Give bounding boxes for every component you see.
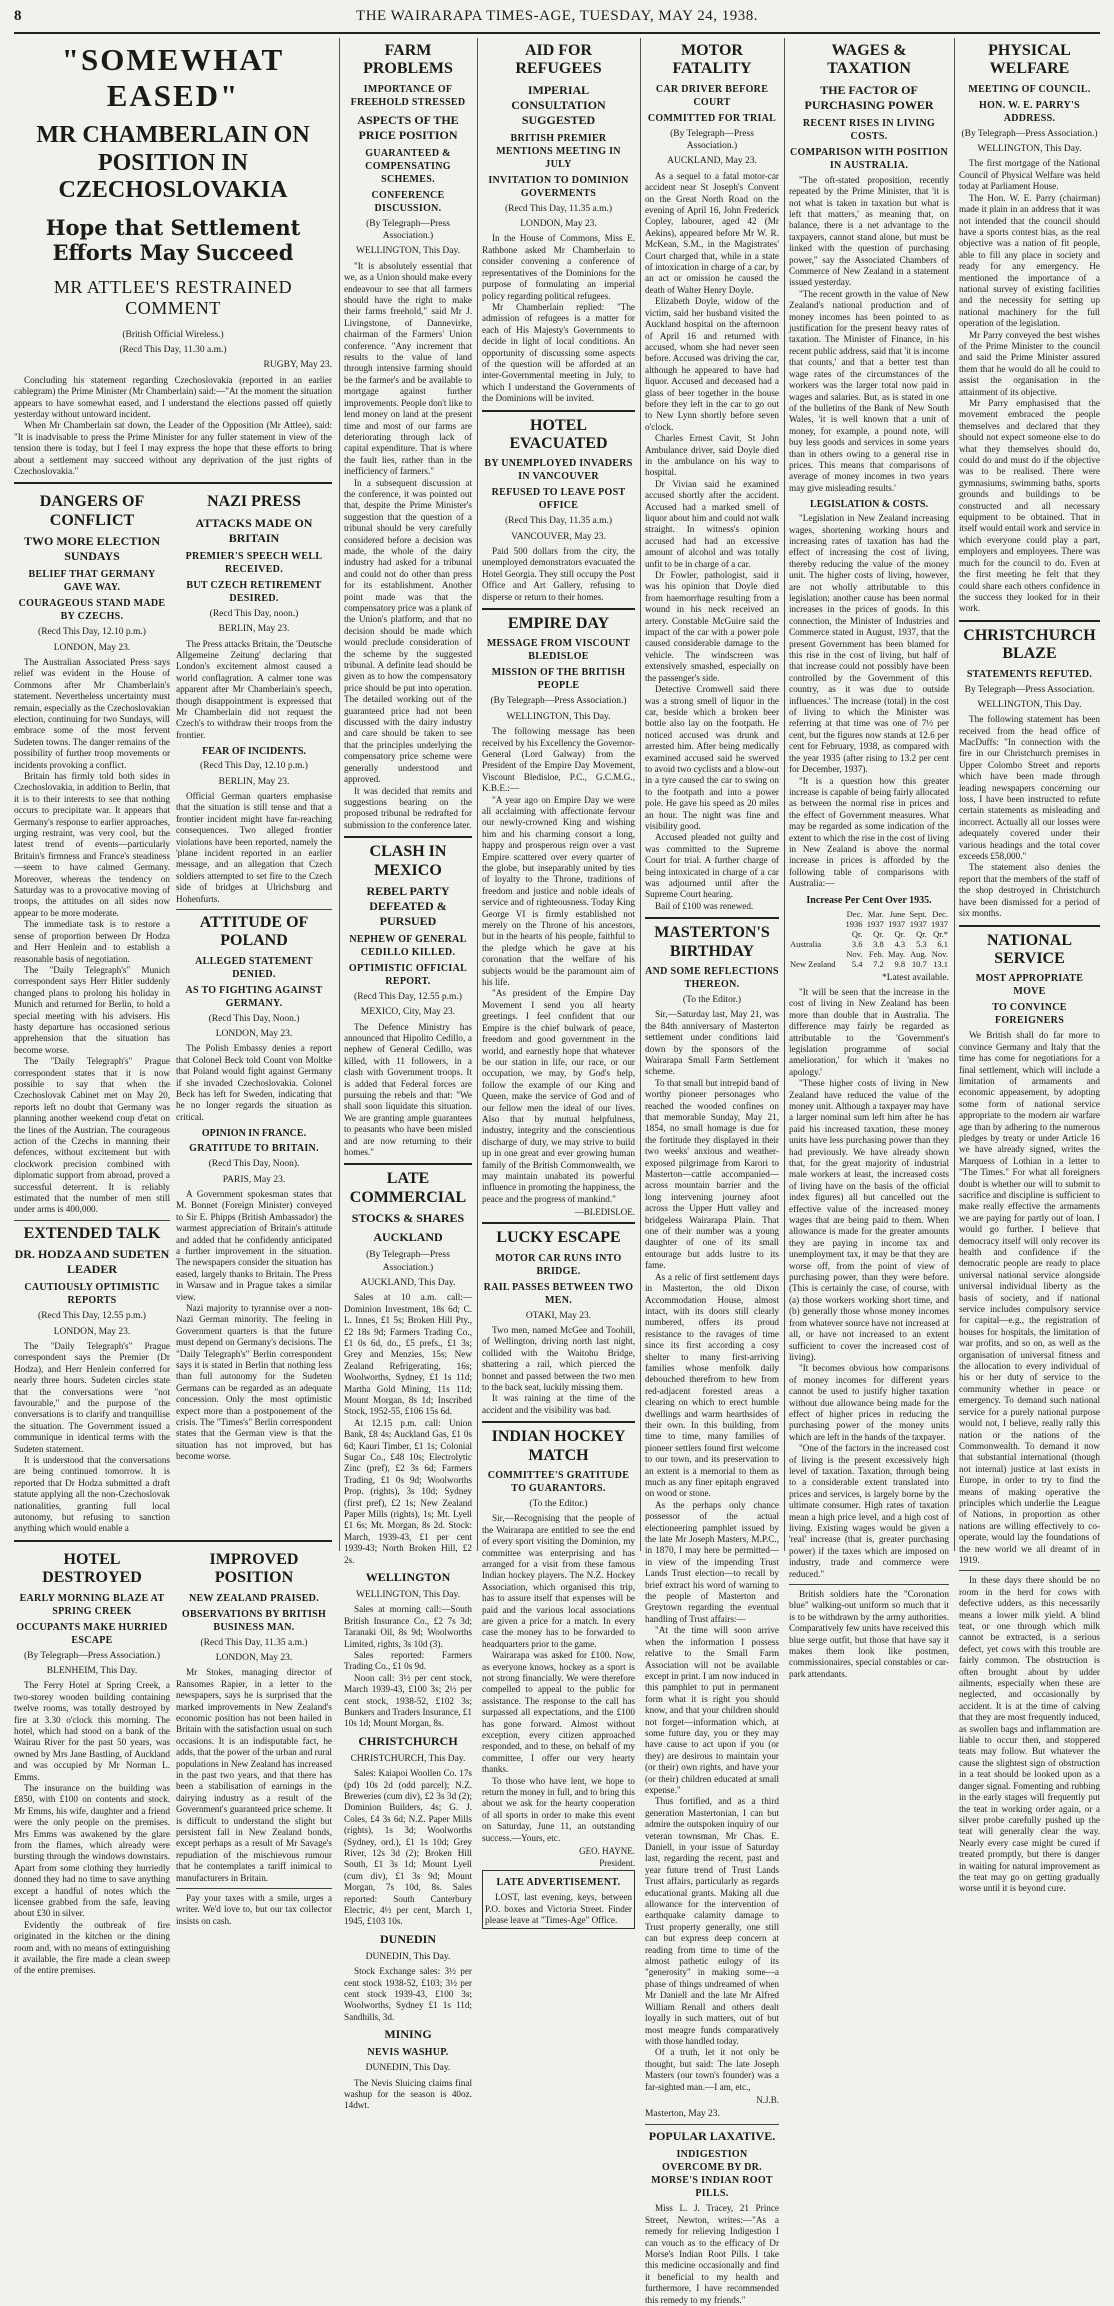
deck: BY UNEMPLOYED INVADERS IN VANCOUVER [484, 458, 633, 483]
table-cell: 1936 [845, 918, 863, 929]
article-paragraph: To that small but intrepid band of worthy pioneer personages who reached the wooded confines on that memorable Sunday, May 21, 1854, no small homage is due for the fortitude they displayed in their two weeks' anxious and weather-exposed pilgrimage from Karori to Masterton—cattle accompanied—across mountain barrier and the long intervening journey afoot across the Upper Hutt valley and bridgeless Wairarapa Plain. That one of their number was a young daughter of one of its small entourage but adds lustre to its fame. [645, 1077, 779, 1271]
page-number: 8 [14, 8, 22, 24]
filler-paragraph: Pay your taxes with a smile, urges a writer. We'd love to, but our tax collector insists on cash. [176, 1893, 332, 1926]
table-cell: Dec. [932, 908, 948, 919]
article-paragraph: The following statement has been received from the head office of MacDuffs: "In connection with the fire in our Christchurch premises in Upper Colombo Street and reports which have been made through leading newspapers concerning our loss, I have been instructed to refute certain statements as misleading and incorrect. Actually all our losses were adequately covered under their various headings and the total cover exceeds £58,000." [959, 714, 1100, 862]
hotel-destroyed-article [14, 1547, 170, 1977]
column-6 [789, 38, 949, 1679]
divider [14, 1540, 332, 1542]
subheadline: DR. HODZA AND SUDETEN LEADER [14, 1247, 170, 1277]
headline: AID FOR REFUGEES [515, 42, 602, 78]
article-paragraph: The Press attacks Britain, the 'Deutsche Allgemeine Zeitung' declaring that London's excitement almost caused a world conflagration. A calmer tone was apparent after Mr Chamberlain's speech, though disappointment is expressed that Mr Chamberlain did not request the Czech's to withdraw their troops from the frontier. [176, 638, 332, 740]
signature: GEO. HAYNE. [579, 1846, 635, 1857]
article-paragraph: The Hon. W. E. Parry (chairman) made it plain in an address that it was not intended that the council should have a sports contest bias, as the real objective was a nation of fit people, able to fill any place in society and ready for any emergency. He mentioned the importance of a national survey of existing facilities and the necessity for setting up national machinery for the full operation of the legislation. [959, 192, 1100, 329]
article-paragraph: Detective Cromwell said there was a strong smell of liquor in the car, beside which a broken beer bottle also lay on the footpath. He noticed accused was drunk and arrested him. After being medically examined accused said he swerved to avoid two cyclists and a blow-out in a tyre caused the car to swing on to the footpath and into a power pole. He gave his speed as 20 miles an hour. The night was fine and visibility good. [645, 684, 779, 831]
headline: PHYSICAL WELFARE [988, 42, 1071, 78]
section-subhead: DUNEDIN [379, 1931, 436, 1946]
dateline: LONDON, May 23. [53, 1326, 131, 1337]
deck: RAIL PASSES BETWEEN TWO MEN. [483, 1281, 634, 1306]
dateline: BERLIN, May 23. [218, 776, 290, 787]
table-cell: 5.3 [916, 938, 927, 949]
article-paragraph: Thus fortified, and as a third generation Mastertonian, I can but admire the outspoken inquiry of our veteran townsman, Mr Chas. E. Daniell, in your issue of Saturday last, regarding the recent, past and year future trend of Trust Lands Trust affairs, particularly as regards educational grants. Making all due allowance for the intervention of earthquake calamity damage to Trust property generally, one still can but express deep concern at reading from time to time of the almost pathetic eulogy of its "generosity" in making some—a phase of things undreamed of when Mr Daniell and the late Mr Alfred William Renall and others dealt loyally in such matters, out of but most meagre funds comparatively with those handled today. [645, 1796, 779, 2046]
article-paragraph: Sales at 10 a.m. call:—Dominion Investment, 18s 6d; C. L. Innes, £1 5s; Broken Hill Pty., £2 18s 9d; Farmers Trading Co., £1 0s 6d, do., £5 prefs., £1 3s; Grey and Menzies, 15s; New Zealand Refrigerating, 16s; Woolworths, Sydney, £1 1s 11d; Martha Gold Mining, 11s 11d; Mount Morgan, 8s 1d; Inscribed Stock, 1952-55, £106 15s 6d. [344, 1292, 472, 1417]
dateline: AUCKLAND, May 23. [667, 156, 757, 167]
deck: COMMITTEE'S GRATITUDE TO GUARANTORS. [487, 1469, 630, 1494]
table-cell: Qr. [851, 928, 863, 939]
divider [14, 482, 332, 484]
headline: EXTENDED TALK [23, 1224, 161, 1242]
divider [482, 410, 635, 412]
signature: N.J.B. [756, 2094, 779, 2105]
article-paragraph: In these days there should be no room in the herd for cows with defective udders, as this necessarily means a lower milk yield. A blind teat, or one through which milk cannot be extracted, is a serious defect, yet cows with this trouble are fairly common. The obstruction is often brought about by udder ailments, especially when these are neglected, and occasionally by accident. It is at the time of calving that they are most frequently induced, as swollen bags and inflammation are liable to occur then, and stoppered teats may follow. But whatever the cause the slightest sign of obstruction in a teat should be looked upon as a danger signal. Fomenting and rubbing in the early stages will frequently put the teat in working order again, or a silver probe carefully pushed up the teat will generally clear the way. Nearly every case might be cured if treated promptly, but there is danger in waiting for natural improvement as the teat may go on getting gradually worse until it is beyond cure. [959, 1575, 1100, 1894]
article-paragraph: Elizabeth Doyle, widow of the victim, said her husband visited the Auckland hospital on the afternoon of April 16 and returned with accused, whom she had never seen before. Accused was driving the car, although he appeared to have had liquor. Accused and deceased had a glass of beer together in the house before they left in the car to go out to New Lynn shortly before seven o'clock. [645, 296, 779, 432]
table-row [789, 919, 949, 929]
article-paragraph: It was raining at the time of the accident and the visibility was bad. [482, 1393, 635, 1415]
dateline: (By Telegraph—Press Association.) [366, 1250, 450, 1273]
table-cell: Qr. [916, 928, 927, 939]
table-cell: Sept. [909, 908, 927, 919]
article-paragraph: "It is absolutely essential that we, as a Union should make every endeavour to see that all farmers should have the right to make their farms freehold," said Mr J. Livingstone, of Dannevirke, chairman of the Farmers' Union conference. "Any increment that results to the value of land through intensive farming should be the farmer's and be available to mortgage against further improvements. People don't like to lend money on land at the present time and most of our farms are deteriorating through lack of capital expenditure. That is where the fault lies, rather than in the inefficiency of farmers." [344, 260, 472, 477]
article-paragraph: As a sequel to a fatal motor-car accident near St Joseph's Convent on the Great North Road on the evening of April 16, John Frederick Copley, labourer, aged 42 (Mr Aekins), appeared before Mr W. R. McKean, S.M., in the Magistrates' Court charged that, while in a state of intoxication in charge of a car, by an act or omission he caused the death of Walter Henry Doyle. [645, 170, 779, 295]
deck: LATE ADVERTISEMENT. [496, 1877, 621, 1889]
table-cell: 9.8 [894, 958, 906, 969]
masthead-title: THE WAIRARAPA TIMES-AGE, TUESDAY, MAY 24, 1938. [356, 8, 758, 24]
divider [344, 836, 472, 838]
column-rule [339, 38, 340, 1551]
table-row [789, 939, 949, 949]
column-rule [640, 38, 641, 1551]
subheadline: ATTACKS MADE ON BRITAIN [195, 515, 313, 545]
deck: AS TO FIGHTING AGAINST GERMANY. [185, 984, 323, 1009]
table-cell [789, 919, 842, 929]
deck: BUT CZECH RETIREMENT DESIRED. [186, 579, 322, 604]
masthead [14, 6, 1100, 34]
article-paragraph: British soldiers hate the "Coronation blue" walking-out uniform so much that it is to be withdrawn by the army authorities. Comparatively few units have received this blue serge outfit, but those that have say it makes them look like postmen, commissionaires, special constables or car-park attendants. [789, 1589, 949, 1679]
article-paragraph: It was decided that remits and suggestions bearing on the proposed tribunal be redrafted for submission to the conference later. [344, 785, 472, 830]
divider [482, 1421, 635, 1423]
divider [959, 620, 1100, 622]
article-paragraph: "A year ago on Empire Day we were all acclaiming with affectionate fervour our newly-crowned King and wishing him and his charming consort a long, happy and prosperous reign over a vast Empire scattered over every quarter of the globe, but inseparably united by ties of loyalty to the Throne, traditions of freedom and justice and noble ideals of service and of righteousness. Today King George VI is firmly established not merely on the Throne of his ancestors, but in the hearts of his people, faithful to the pledge which he gave at his coronation that the welfare of his subjects would be the paramount aim of his life. [482, 794, 635, 988]
table-cell: 1937 [866, 918, 884, 929]
section-subhead: AUCKLAND [373, 1230, 443, 1245]
subheadline: ASPECTS OF THE PRICE POSITION [357, 112, 459, 142]
column-7 [959, 38, 1100, 1894]
headline: MOTOR FATALITY [672, 42, 752, 78]
table-cell: Aug. [909, 948, 927, 959]
dateline: (Recd This Day, Noon). [208, 1159, 300, 1170]
table-note: *Latest available. [882, 972, 949, 983]
section-subhead: LEGISLATION & COSTS. [810, 499, 928, 511]
deck: NEW ZEALAND PRAISED. [188, 1592, 319, 1604]
article-paragraph: The Polish Embassy denies a report that Colonel Beck told Count von Moltke that Poland would fight against Germany if she invaded Czechoslovakia. Colonel Beck has left for Sweden, indicating that he no longer regards the situation as critical. [176, 1043, 332, 1122]
article-paragraph: "Legislation in New Zealand increasing wages, shortening working hours and increasing rates of taxation has had the effect of increasing the cost of living, thereby reducing the value of the money unit. The higher costs of living, however, are not wholly attributable to this legislation; another cause has been normal increases in the prices of goods. In this connection, the Minister of Industries and Commerce stated in August, 1937, that the present Government has been blamed for this rise in the cost of living, but half of that increase could not possibly have been controlled by the Government of this country, as it was due to outside influences.' The increase (total) in the cost of living to which the Minister was referring at that time was one of 7½ per cent, but the figures now stands at 12.6 per cent for February, 1938, as compared with the year 1935 (after rising to 13.2 per cent for December, 1937). [789, 513, 949, 775]
article-paragraph: Mr Parry conveyed the best wishes of the Prime Minister to the council and said the Prime Minister assured them that he would do all he could to assist the organisation in the attainment of its objective. [959, 329, 1100, 397]
article-paragraph: The following message has been received by his Excellency the Governor-General (Lord Galway) from the President of the Empire Day Movement, Viscount Bledisloe, P.C., G.C.M.G., K.B.E.:— [482, 726, 635, 794]
dateline: RUGBY, May 23. [263, 360, 332, 371]
column-5 [645, 38, 779, 2305]
article-paragraph: Of a truth, let it not only be thought, but said: The late Joseph Masters (our town's founder) was a far-sighted man.—I am, etc., [645, 2047, 779, 2092]
table-row [789, 959, 949, 969]
headline: LATE COMMERCIAL [349, 1170, 467, 1206]
headline: CLASH IN MEXICO [369, 843, 447, 879]
column-rule [784, 38, 785, 1551]
deck: STATEMENTS REFUTED. [966, 668, 1093, 680]
article-paragraph: Mr Chamberlain replied: "The admission of refugees is a matter for each of His Majesty's Governments to decide in light of local conditions. An opportunity of discussing some aspects of the question will be afforded at an inter-Governmental meeting in July, to which I understand the Governments of the Dominions will be invited. [482, 301, 635, 404]
article-paragraph: Official German quarters emphasise that the situation is still tense and that a frontier incident might have far-reaching consequences. Two alleged frontier violations have been reported, namely the 'plane incident reported in an earlier message, and an allegation that Czech soldiers attempted to set fire to the Czech side of bridges at Ulrichsburg and Hohenfurts. [176, 790, 332, 904]
column-4 [482, 38, 635, 1925]
table-cell: 6.1 [937, 938, 948, 949]
article-paragraph: The Ferry Hotel at Spring Creek, a two-storey wooden building containing twelve rooms, was totally destroyed by fire at 3.30 o'clock this morning. The hotel, which had stood on a bank of the Wairau River for the past 50 years, was owned by Mrs Jane Bastling, of Auckland and was occupied by Mr Norman L. Emms. [14, 1680, 170, 1782]
article-paragraph: The Defence Ministry has announced that Hipolito Cedillo, a nephew of General Cedillo, was killed, with 11 followers, in a clash with Government troops. It is added that Federal forces are pursuing the rebels and that: "We shall soon liquidate this situation. We are granting ample guarantees to peasants who have been misled and are now returning to their homes." [344, 1021, 472, 1158]
deck: MISSION OF THE BRITISH PEOPLE [491, 667, 626, 692]
table-cell: Qr. [894, 928, 906, 939]
table-cell: 10.7 [911, 958, 927, 969]
dateline: LONDON, May 23. [520, 219, 597, 230]
table-cell: 5.4 [851, 958, 863, 969]
table-cell: June [889, 908, 906, 919]
table-cell [789, 909, 842, 919]
improved-position-article [176, 1547, 332, 1977]
dateline: (Recd This Day, 12.10 p.m.) [38, 627, 146, 638]
table-cell: Qr. [873, 928, 884, 939]
dateline: By Telegraph—Press Association. [964, 684, 1095, 695]
deck: OBSERVATIONS BY BRITISH BUSINESS MAN. [181, 1608, 327, 1633]
headline: NAZI PRESS [207, 493, 301, 511]
divider [344, 1163, 472, 1165]
article-paragraph: The "Daily Telegraph's" Prague correspondent states that it is now possible to say that when the Czechoslovak Cabinet met on May 20, reports left no doubt that Germany was planning another weekend coup d'etat on the lines of the Austrian. The courageous action of the Czechs in manning their defences, without excitement but with clockwork precision combined with diplomatic support from abroad, proved a successful deterrent. It is reliably estimated that the number of men still under arms is 400,000. [14, 1056, 170, 1215]
table-cell: Australia [790, 938, 822, 949]
dateline: (British Official Wireless.) [122, 329, 224, 340]
divider [959, 925, 1100, 927]
table-cell: Mar. [867, 908, 884, 919]
table-title: Increase Per Cent Over 1935. [806, 894, 932, 906]
article-paragraph: As the perhaps only chance possessor of the actual electioneering pamphlet issued by the late Mr Joseph Masters, M.P.C., in 1870, I may here be permitted—in view of the impending Trust Lands Trust election—to recall by brief extract his word of warning to the people of Masterton and Greytown regarding the eventual handling of Trust affairs:— [645, 1499, 779, 1624]
dateline: (Recd This Day, noon.) [209, 608, 299, 619]
table-row [789, 929, 949, 939]
dateline: (By Telegraph—Press Association.) [490, 696, 627, 707]
dateline: WELLINGTON, This Day. [506, 711, 611, 722]
deck: AND SOME REFLECTIONS THEREON. [645, 966, 779, 990]
deck: NEVIS WASHUP. [367, 2047, 449, 2059]
article-paragraph: Sales: Kaiapoi Woollen Co. 17s (pd) 10s 2d (odd parcel); N.Z. Breweries (cum div), £2 3s 3d (2); Dominion Builders, 4s; G. J. Coles, £4 3s 6d; N.Z. Paper Mills (rights), 1s 3d; Woolworths (Sydney, ord.), £1 1s 10d; Grey River, 12s 3d (2); Broken Hill South, £1 3s 1d; Mount Lyell (cum div), £1 3s 9d; Mount Morgan, 7s 10d, 8s. Sales reported: South Canterbury Electric, 4½ per cent, March 1, 1945, £103 10s. [344, 1768, 472, 1927]
article-paragraph: It is understood that the conversations are being continued tomorrow. It is reported that Dr Hodza submitted a draft statute applying all the non-Czechoslovak nationalities, granting full local autonomy, but refusing to sanction anything which would enable a [14, 1454, 170, 1534]
signature: —BLEDISLOE. [574, 1207, 635, 1218]
dateline: (Recd This Day, 11.35 a.m.) [504, 203, 613, 214]
article-paragraph: The Australian Associated Press says relief was evident in the House of Commons after Mr Chamberlain's statement. Nevertheless uncertainty must remain, especially as the Czechoslovakian election, continuing for two Sundays, will embrace some of the most fervent Sudeten towns. The danger remains of the possibility of further troop movements or incidents provoking a conflict. [14, 656, 170, 770]
dateline: (Recd This Day, 12.55 p.m.) [38, 1311, 146, 1322]
headline: MASTERTON'S BIRTHDAY [654, 924, 770, 960]
dateline: DUNEDIN, This Day. [365, 1951, 451, 1962]
dateline: (By Telegraph—Press Association.) [670, 128, 754, 152]
article-paragraph: The first mortgage of the National Council of Physical Welfare was held today at Parliament House. [959, 158, 1100, 192]
article-paragraph: Nazi majority to tyrannise over a non-Nazi German minority. The feeling in Government quarters is that the future must depend on Germany's decisions. The "Daily Telegraph's" Berlin correspondent says it is stated in Berlin that nothing less than full autonomy for the Sudeten Germans can be regarded as an adequate concession. Only the most optimistic expect more than a postponement of the crisis. The "Times's" Berlin correspondent states that the German view is that the situation has not improved, but has become worse. [176, 1303, 332, 1462]
lead-subheadline: MR CHAMBERLAIN ON POSITION IN CZECHOSLOVAKIA [36, 122, 310, 204]
article-paragraph: The Nevis Sluicing claims final washup for the season is 40oz. 14dwt. [344, 2077, 472, 2111]
dateline: VANCOUVER, May 23. [511, 531, 606, 542]
article-paragraph: When Mr Chamberlain sat down, the Leader of the Opposition (Mr Attlee), said: "It is inadvisable to press the Prime Minister for any fuller statement in view of the tension there is today, but I feel I may express the hope that these efforts to bring about a settlement may succeed without any deprivation of the just rights of Czechoslovakia." [14, 420, 332, 477]
table-row [789, 949, 949, 959]
headline: HOTEL DESTROYED [42, 1550, 142, 1587]
lead-subdeck: MR ATTLEE'S RESTRAINED COMMENT [53, 276, 293, 318]
deck: OPTIMISTIC OFFICIAL REPORT. [348, 962, 468, 987]
deck: INDIGESTION OVERCOME BY DR. MORSE'S INDIAN ROOT PILLS. [651, 2149, 773, 2200]
column-rule [477, 38, 478, 1551]
deck: CAR DRIVER BEFORE COURT [655, 83, 769, 108]
table-cell: Qr.* [933, 928, 948, 939]
subheadline: STOCKS & SHARES [351, 1211, 465, 1226]
dateline: LONDON, May 23. [53, 642, 131, 653]
table-cell: 1937 [931, 918, 948, 929]
article-paragraph: A Government spokesman states that M. Bonnet (Foreign Minister) conveyed to Sir E. Phipps (British Ambassador) the warmest appreciation of Britain's attitude and added that he confidently anticipated a further improvement in the situation. The newspapers consider the situation has eased, largely thanks to Britain. The Press in Warsaw and in Prague takes a similar view. [176, 1188, 332, 1302]
deck: IMPORTANCE OF FREEHOLD STRESSED [350, 83, 466, 108]
dateline: (Recd This Day, 11.30 a.m.) [119, 345, 227, 356]
divider [482, 1222, 635, 1224]
article-paragraph: In the House of Commons, Miss E. Rathbone asked Mr Chamberlain to consider convening a conference of representatives of the Dominions for the purpose of formulating an imperial policy regarding political refugees. [482, 233, 635, 301]
deck: PREMIER'S SPEECH WELL RECEIVED. [185, 550, 323, 575]
article-paragraph: Stock Exchange sales: 3½ per cent stock 1938-52, £103; 3½ per cent stock 1939-43, £100 3s; Woolworths, Sydney £1 1s 11d; Sandhills, 3d. [344, 1966, 472, 2022]
nazi-press-article [176, 489, 332, 1534]
article-paragraph: "These higher costs of living in New Zealand have reduced the value of the money unit. Although a taxpayer may have a larger nominal sum left him after he has paid his increased taxation, these money units have less purchasing power than they had previously. We have already shown that, for the great majority of industrial male workers at least, the increased costs of living have on the basis of the official index figures) all but cancelled out the effective value of the increased money wages that are being paid to them. When allowance is made for the greater amounts they are paying in income tax and unemployment tax, it may be that they are worse off, from the point of view of purchasing power, than they were before. (This is certainly the case, of course, with (a) those workers working short time, and (b) generally those whose money incomes from whatever source have not increased at all, or have not increased to an extent sufficient to cover the increased cost of living). [789, 1078, 949, 1362]
table-cell: Feb. [868, 948, 884, 959]
dateline: WELLINGTON, This Day. [977, 699, 1082, 710]
article-paragraph: Noon call: 3½ per cent stock, March 1939-43, £100 3s; 2½ per cent stock, 1938-52, £102 3s; Bunkers and Traders Insurance, £1 10s 1d; Mount Morgan, 8s. [344, 1672, 472, 1729]
table-cell: May. [888, 948, 906, 959]
dateline: PARIS, May 23. [222, 1174, 286, 1185]
article-paragraph: Dr Vivian said he examined accused shortly after the accident. Accused had a marked smell of liquor about him and could not walk straight. In witness's opinion accused had had an excessive amount of alcohol and was totally unfit to be in charge of a car. [645, 478, 779, 569]
table-cell: 7.2 [873, 958, 884, 969]
article-paragraph: Britain has firmly told both sides in Czechoslovakia, in addition to Berlin, that it is to their interests to see that nothing occurs to precipitate war. It appears that Germany's response to earlier approaches, urging restraint, was very cool, but the latest trend of events—particularly Britain's firmness and France's steadiness—seem to have calmed Germany. Moreover, whereas the tendency on Saturday was to a provocative moving of troops, the attitudes on all sides now appear to be more moderate. [14, 771, 170, 918]
dateline: (By Telegraph—Press Association.) [23, 1650, 161, 1661]
headline: WAGES & TAXATION [827, 42, 911, 78]
article-paragraph: Mr Parry emphasised that the movement embraced the people themselves and declared that they should not expect someone else to do what they themselves should do, could do and must do if the objective was to be realised. There were gymnasiums, swimming baths, sports grounds and buildings to be constructed and all necessary equipment to be obtained. That in itself would entail work and service in which everyone could play a part, employers and employees. There was much for the council to do. Even at the first meeting he felt that they could share each others confidence in the success they looked for in their work. [959, 398, 1100, 614]
article-paragraph: "One of the factors in the increased cost of living is the present excessively high level of taxation. Taxation, through being to a considerable extent translated into prices and services, is largely borne by the ultimate consumer. High rates of taxation mean a high price level, and a high cost of living. Existing wages would be given a 'real' increase (that is, greater purchasing power) if the taxes which are imposed on industry, trade and commerce were reduced." [789, 1443, 949, 1579]
divider [645, 2124, 779, 2125]
deck: TO CONVINCE FOREIGNERS [992, 1002, 1067, 1027]
headline: FARM PROBLEMS [363, 42, 453, 78]
dateline: (To the Editor.) [682, 995, 742, 1005]
deck: RECENT RISES IN LIVING COSTS. [802, 117, 936, 142]
article-paragraph: Two men, named McGee and Toohill, of Wellington, driving north last night, collided with the Waitohu Bridge, shattering a rail, which pierced the bonnet and passed between the two men to the back seat, luckily missing them. [482, 1324, 635, 1392]
lead-deck: Hope that Settlement Efforts May Succeed [45, 214, 301, 265]
column-3 [344, 38, 472, 2111]
subheadline: IMPERIAL CONSULTATION SUGGESTED [511, 82, 606, 127]
deck: INVITATION TO DOMINION GOVERMENTS [488, 174, 629, 199]
headline: EMPIRE DAY [507, 615, 610, 633]
divider [482, 608, 635, 610]
deck: MEETING OF COUNCIL. [968, 83, 1091, 95]
dateline: OTAKI, May 23. [525, 1310, 592, 1321]
dateline: Masterton, May 23. [645, 2108, 720, 2119]
article-paragraph: "At the time will soon arrive when the information I possess relative to the Small Farm Association will not be available except in print. I am now induced in this pamphlet to put in permanent form what it is right you should know, and that your children should not forget—information which, at some future day, you or they may have cause to act upon if you (or they) are desirous to maintain your (or their) own rights, and have your (or their) children educated at small expense." [645, 1625, 779, 1795]
lead-headline: "SOMEWHAT EASED" [61, 42, 285, 113]
subheadline: TWO MORE ELECTION SUNDAYS [23, 534, 161, 564]
article-paragraph: The insurance on the building was £850, with £100 on contents and stock. Mr Emms, his wife, daughter and a friend were the only people on the premises. Mrs Emms was awakened by the glare from the flames, which already were bursting through the windows downstairs. Apart from some clothing they hurriedly donned they had no time to save anything except a handful of notes which the licensee grabbed from the safe, leaving about £30 in silver. [14, 1782, 170, 1919]
deck: MOST APPROPRIATE MOVE [975, 973, 1084, 998]
table-cell: 3.8 [873, 938, 884, 949]
headline: DANGERS OF CONFLICT [39, 493, 145, 529]
article-paragraph: To those who have lent, we hope to return the money in full, and to bring this about we ask for the hearty cooperation of all sports in order to make this event on Saturday, June 11, an outstanding success.—Yours, etc. [482, 1775, 635, 1843]
table-cell [789, 949, 842, 959]
deck: COMPARISON WITH POSITION IN AUSTRALIA. [790, 146, 948, 171]
article-paragraph: Mr Stokes, managing director of Ransomes Rapier, in a letter to the newspapers, says he is surprised that the marked improvements in New Zealand's economic position has not been hailed in Britain with the satisfaction usual on such occasions. It is an indisputable fact, he adds, that the power of the urban and rural populations in New Zealand has increased in the past two years, and that there has been a stabilisation of earnings in the dairying industry as a result of the Government's guaranteed price scheme. It is difficult to understand the slight but persistent fall in New Zealand bonds, except perhaps as a result of Mr Savage's repudiation of the mischievous rumour that he contemplates a tariff inimical to manufacturers in Britain. [176, 1667, 332, 1883]
divider [789, 1584, 949, 1585]
subheadline: THE FACTOR OF PURCHASING POWER [804, 82, 934, 112]
headline: ATTITUDE OF POLAND [199, 913, 309, 950]
section-subhead: WELLINGTON [365, 1570, 451, 1585]
dateline: MEXICO, City, May 23. [360, 1007, 456, 1018]
divider [14, 1220, 170, 1221]
table-cell [789, 929, 842, 939]
article-paragraph: Accused pleaded not guilty and was committed to the Supreme Court for trial. A further charge of being intoxicated in charge of a car was adjourned until after the Supreme Court hearing. [645, 832, 779, 900]
article-paragraph: "It becomes obvious how comparisons of money incomes for different years cannot be used to justify higher taxation without due allowance being made for the effect of higher prices in reducing the purchasing power of the money units which are left in the hands of the taxpayer. [789, 1363, 949, 1442]
two-column-section [14, 1547, 332, 1977]
table-cell: Nov. [931, 948, 948, 959]
section-subhead: FEAR OF INCIDENTS. [202, 746, 306, 758]
article-paragraph: Miss L. J. Tracey, 21 Prince Street, Newton, writes:—"As a remedy for relieving Indigestion I can vouch as to the efficacy of Dr Morse's Indian Root Pills. I take this medicine occasionally and find it beneficial to my health and furthermore, I have recommended this remedy to my friends." [645, 2203, 779, 2305]
deck: GRATITUDE TO BRITAIN. [189, 1143, 319, 1155]
table-cell: Nov. [846, 948, 863, 959]
article-paragraph: At 12.15 p.m. call: Union Bank, £8 4s; Auckland Gas, £1 0s 6d; Kauri Timber, £1 1s; Colonial Sugar Co., £48 10s; Electrolytic Zinc (pref), £2 3s 6d; Farmers Trading, £1 0s 9d; Woolworths Prop. (rights), 3s 10d; Sydney (first pref), £2 1s; New Zealand Paper Mills (rights), 1s; Mt. Lyell £1 6s; Mt. Morgan, 8s 2d. Stock: March, 1939-43, £1 per cent 1939-43; North Broken Hill, £2 2s. [344, 1417, 472, 1565]
article-paragraph: Paid 500 dollars from the city, the unemployed demonstrators evacuated the Hotel Georgia. They still occupy the Post Office and Art Gallery, refusing to disperse or return to their homes. [482, 546, 635, 602]
article-paragraph: As a relic of first settlement days in Masterton, the old Dixon Accommodation House, almost intact, with its doors still clearly numbered, offers its proud resistance to the ravages of time since its first according a cosy shelter to many first-arriving families whose menfolk daily debouched therefrom to hew from red-adjacent forested areas a clearing on which to erect humble dwellings and warm hearthsides of their own. In this building, from time to time, many families of pioneer settlers found first welcome to our town, and its preservation to an extent is a memorial to them as much as any finer epitaph engraved on wood or stone. [645, 1271, 779, 1499]
deck: MOTOR CAR RUNS INTO BRIDGE. [495, 1252, 622, 1277]
dateline: WELLINGTON, This Day. [355, 1590, 461, 1601]
table-row [789, 909, 949, 919]
article-paragraph: LOST, last evening, keys, between P.O. boxes and Victoria Street. Finder please leave at "Times-Age" Office. [485, 1892, 632, 1925]
deck: MESSAGE FROM VISCOUNT BLEDISLOE [486, 638, 631, 663]
article-paragraph: Sir,—Recognising that the people of the Wairarapa are entitled to see the end of every sport visiting the Dominion, my committee was enterprising and has arranged for a visit from these famous Indian hockey players. The N.Z. Hockey Association, which organised this trip, has to assure itself that expenses will be paid and the various local associations are given a price for a match. In every case the money has to be forwarded to headquarters prior to the game. [482, 1513, 635, 1649]
article-paragraph: "As president of the Empire Day Movement I send you all hearty greetings. I feel confident that our Empire is the chief bulwark of peace, freedom and good government in the world, and earnestly hope that whatever be our station in life, our race, or our occupation, we may, by God's help, follow the example of our King and Queen, make the service of God and of our fellow men the ideal of our lives. Also that by mutual helpfulness, industry, integrity and the conscientious discharge of duty, we may strive to build up in one great and ever growing human family of the British Commonwealth, we may maintain unabated its powerful influence in promoting the happiness, the peace and the progress of mankind." [482, 988, 635, 1204]
table-cell: New Zealand [790, 958, 836, 969]
headline: INDIAN HOCKEY MATCH [491, 1428, 626, 1464]
dateline: LONDON, May 23. [215, 1029, 293, 1040]
dateline: WELLINGTON, This Day. [977, 144, 1082, 155]
article-paragraph: The immediate task is to restore a sense of proportion between Dr Hodza and Herr Henlein and to establish a reasonable basis of negotiation. [14, 919, 170, 964]
dateline: (Recd This Day, 12.55 p.m.) [354, 991, 462, 1002]
deck: COURAGEOUS STAND MADE BY CZECHS. [18, 598, 166, 623]
table-cell: 3.6 [851, 938, 863, 949]
article-paragraph: Sales at morning call:—South British Insurance Co., £2 7s 3d; Taranaki Oil, 8s 9d; Woolworths Limited, rights, 3s 10d (3). [344, 1604, 472, 1649]
deck: BRITISH PREMIER MENTIONS MEETING IN JULY [496, 132, 621, 170]
table-cell: Dec. [846, 908, 863, 919]
article-paragraph: The "Daily Telegraph's" Prague correspondent says the Premier (Dr Hodza), and Herr Henlein conferred for nearly three hours. Sudeten circles state that the conversations were "not favourable," and the purpose of the conversations is to clarify and tranquillise the situation. The Government issued a communique in identical terms with the Sudeten statement. [14, 1340, 170, 1454]
dateline: CHRISTCHURCH, This Day. [350, 1753, 466, 1764]
divider [645, 917, 779, 919]
deck: OCCUPANTS MAKE HURRIED ESCAPE [16, 1621, 168, 1646]
late-advertisement [482, 1870, 635, 1929]
dateline: DUNEDIN, This Day. [365, 2063, 451, 2074]
dateline: (Recd This Day, Noon.) [208, 1013, 300, 1024]
headline: HOTEL EVACUATED [509, 416, 608, 452]
subheadline: POPULAR LAXATIVE. [648, 2129, 776, 2144]
article-paragraph: The statement also denies the report that the members of the staff of the shop destroyed in Christchurch have been dismissed for a period of six months. [959, 862, 1100, 919]
headline: NATIONAL SERVICE [986, 931, 1073, 967]
article-paragraph: Evidently the outbreak of fire originated in the kitchen or the dining room and, with no means of extinguishing it available, the fire made a clean sweep of the entire premises. [14, 1919, 170, 1976]
deck: CAUTIOUSLY OPTIMISTIC REPORTS [24, 1282, 160, 1307]
deck: BELIEF THAT GERMANY GAVE WAY. [28, 569, 156, 594]
deck: GUARANTEED & COMPENSATING SCHEMES. [365, 147, 451, 185]
headline: CHRISTCHURCH BLAZE [963, 626, 1096, 663]
section-subhead: OPINION IN FRANCE. [201, 1128, 307, 1140]
section-subhead: MINING [384, 2027, 432, 2042]
two-column-section [14, 489, 332, 1534]
article-paragraph: The "Daily Telegraph's" Munich correspondent says Herr Hitler suddenly changed plans to prolong his holiday in Munich and returned for Berlin, to hold a special meeting with his advisers. His hasty departure has occasioned serious apprehension that the situation has become worse. [14, 964, 170, 1055]
deck: REFUSED TO LEAVE POST OFFICE [491, 487, 626, 512]
article-paragraph: Bail of £100 was renewed. [655, 900, 754, 911]
article-paragraph: Wairarapa was asked for £100. Now, as everyone knows, hockey as a sport is not strong financially. We were therefore compelled to appeal to the public for assistance. The response to the call has surpassed all expectations, and the £100 has gone forward. Almost without exception, every citizen approached responded, and to these, on behalf of my committee, I offer our very hearty thanks. [482, 1650, 635, 1775]
table-cell: 1937 [909, 918, 927, 929]
dateline: LONDON, May 23. [215, 1652, 293, 1663]
dateline: (By Telegraph—Press Association.) [366, 218, 450, 242]
article-paragraph: "It is a question how this greater increase is capable of being fairly allocated as between the normal rise in prices and the effect of Government measures. What may be regarded as some indication of the extent to which the rise in the cost of living in New Zealand is above the normal increase in prices is afforded by the following table of comparisons with Australia:— [789, 775, 949, 889]
article-paragraph: "The recent growth in the value of New Zealand's national production and of money incomes has been pointed to as justification for the present heavy rates of taxation. The Minister of Finance, in his recent public address, said that 'it is income that counts,' and that a better test than wage rates of the circumstances of the workers was the larger total now paid in wages and salaries. But, as is stated in one of the bulletins of the Bank of New South Wales, 'it is well known that a unit of money, for example, a pound note, will buy less goods and services in some years than in others owing to a general rise in prices. This means that comparisons of average of money incomes in two years may give misleading results.' [789, 288, 949, 493]
article-paragraph: Sir,—Saturday last, May 21, was the 84th anniversary of Masterton settlement under conditions laid down by the sponsors of the Wairarapa Small Farm Settlement scheme. [645, 1009, 779, 1077]
subheadline: REBEL PARTY DEFEATED & PURSUED [366, 883, 450, 928]
article-paragraph: Dr Fowler, pathologist, said it was his opinion that Doyle died from haemorrhage resulting from a wound in his neck received an artery. Constable McGuire said the impact of the car with a power pole caused considerable damage to the vehicle. The windscreen was extensively smashed, especially on the passenger's side. [645, 570, 779, 683]
article-paragraph: We British shall do far more to convince Germany and Italy that the time has come for negotiations for a final settlement, which will include a limitation of armaments and economic appeasement, by adopting some form of national service appropriate to the modern air warfare age than by adhering to the numerous pledges by treaty or under Article 16 we have already signed, writes the Marquess of Lothian in a letter to "The Times." For what all foreigners doubt is whether our will to submit to sacrifice and discipline is sufficient to make really effective the armaments we are paying for partly out of loan. I would go further. I believe that democracy itself will only recover its health and confidence if the democratic people are ready to place universal national service alongside universal individual liberty as the basis of society, and if national service includes compulsory service for capital—e.g., the registration of houses for hospitals, the limitation of war profits, and so on, as well as the organisation of universal fitness and the allocation to every individual of his or her duty of service to the community whether in peace or emergency. To demand such national service for a purely national purpose would not, I believe, really rally this nation or the nations of the Commonwealth. To demand it now that substantial international (though not internal) justice at last exists in Europe, in order to try to find the means of making operative the principles which underlie the League of Nations, in proportion as other nations are willing effectively to co-operate, would lay the foundations of the new world we all dreamt of in 1919. [959, 1030, 1100, 1565]
dateline: AUCKLAND, This Day. [360, 1277, 456, 1288]
article-paragraph: Sales reported: Farmers Trading Co., £1 0s 9d. [344, 1650, 472, 1672]
lead-block [14, 38, 332, 1976]
signature: President. [599, 1858, 635, 1869]
dateline: WELLINGTON, This Day. [355, 246, 461, 257]
deck: NEPHEW OF GENERAL CEDILLO KILLED. [349, 933, 467, 958]
dateline: BERLIN, May 23. [218, 624, 290, 635]
cost-of-living-table [789, 909, 949, 969]
deck: ALLEGED STATEMENT DENIED. [195, 955, 313, 980]
dateline: (Recd This Day, 11.35 a.m.) [504, 516, 613, 527]
divider [959, 1570, 1100, 1571]
article-paragraph: Concluding his statement regarding Czechoslovakia (reported in an earlier cablegram) the Prime Minister (Mr Chamberlain) said:—"At the moment the situation appears to have somewhat eased, and I understand the elections passed off quietly yesterday without untoward incident. [14, 374, 332, 420]
article-paragraph: "It will be seen that the increase in the cost of living in New Zealand has been more than double that in Australia. The difference may fairly be regarded as attributable to the 'Government's legislation programme of social amelioration,' for which it 'makes no apology.' [789, 986, 949, 1077]
dangers-article [14, 489, 170, 1534]
dateline: BLENHEIM, This Day. [46, 1665, 138, 1676]
article-paragraph: "The oft-stated proposition, recently repeated by the Prime Minister, that 'it is not what is taken in taxation but what is left that matters,' as meaning that, on balance, there is a net advantage to the taxpayers, cannot stand alone, but must be linked with the question of purchasing power," say the Associated Chambers of Commerce of New Zealand in a statement issued yesterday. [789, 174, 949, 288]
article-paragraph: In a subsequent discussion at the conference, it was pointed out that, despite the Prime Minister's suggestion that the question of a tribunal should be very carefully considered before a decision was made, the whole of the dairy industry had asked for a tribunal and could not do other than press for its establishment. Another point made was that the compensatory price was a plank of the Union's platform, and that no decision should be made which would preclude consideration of the scheme by the suggested tribunal. A definite lead should be given as to how the compensatory price should be put into operation. The detailed working out of the guaranteed price had not been discussed with the dairy industry and care should be taken to see that the principles underlying the compensatory price scheme were generally understood and approved. [344, 477, 472, 785]
table-cell: 1937 [888, 918, 906, 929]
dateline: (Recd This Day, 12.10 p.m.) [200, 761, 308, 772]
divider [176, 909, 332, 910]
dateline: (By Telegraph—Press Association.) [961, 128, 1098, 139]
dateline: (Recd This Day, 11.35 a.m.) [200, 1637, 308, 1648]
article-paragraph: Charles Ernest Cavit, St John Ambulance driver, said Doyle died in the ambulance on his way to hospital. [645, 433, 779, 478]
deck: COMMITTED FOR TRIAL [647, 112, 777, 124]
deck: CONFERENCE DISCUSSION. [371, 189, 445, 214]
headline: LUCKY ESCAPE [496, 1229, 621, 1247]
table-cell: 13.1 [933, 958, 948, 969]
section-subhead: CHRISTCHURCH [358, 1733, 458, 1748]
headline: IMPROVED POSITION [209, 1550, 299, 1587]
divider [176, 1888, 332, 1889]
dateline: (To the Editor.) [529, 1498, 588, 1509]
deck: EARLY MORNING BLAZE AT SPRING CREEK [19, 1592, 165, 1617]
column-rule [954, 38, 955, 1551]
deck: HON. W. E. PARRY'S ADDRESS. [979, 99, 1080, 124]
table-cell: 4.3 [894, 938, 906, 949]
